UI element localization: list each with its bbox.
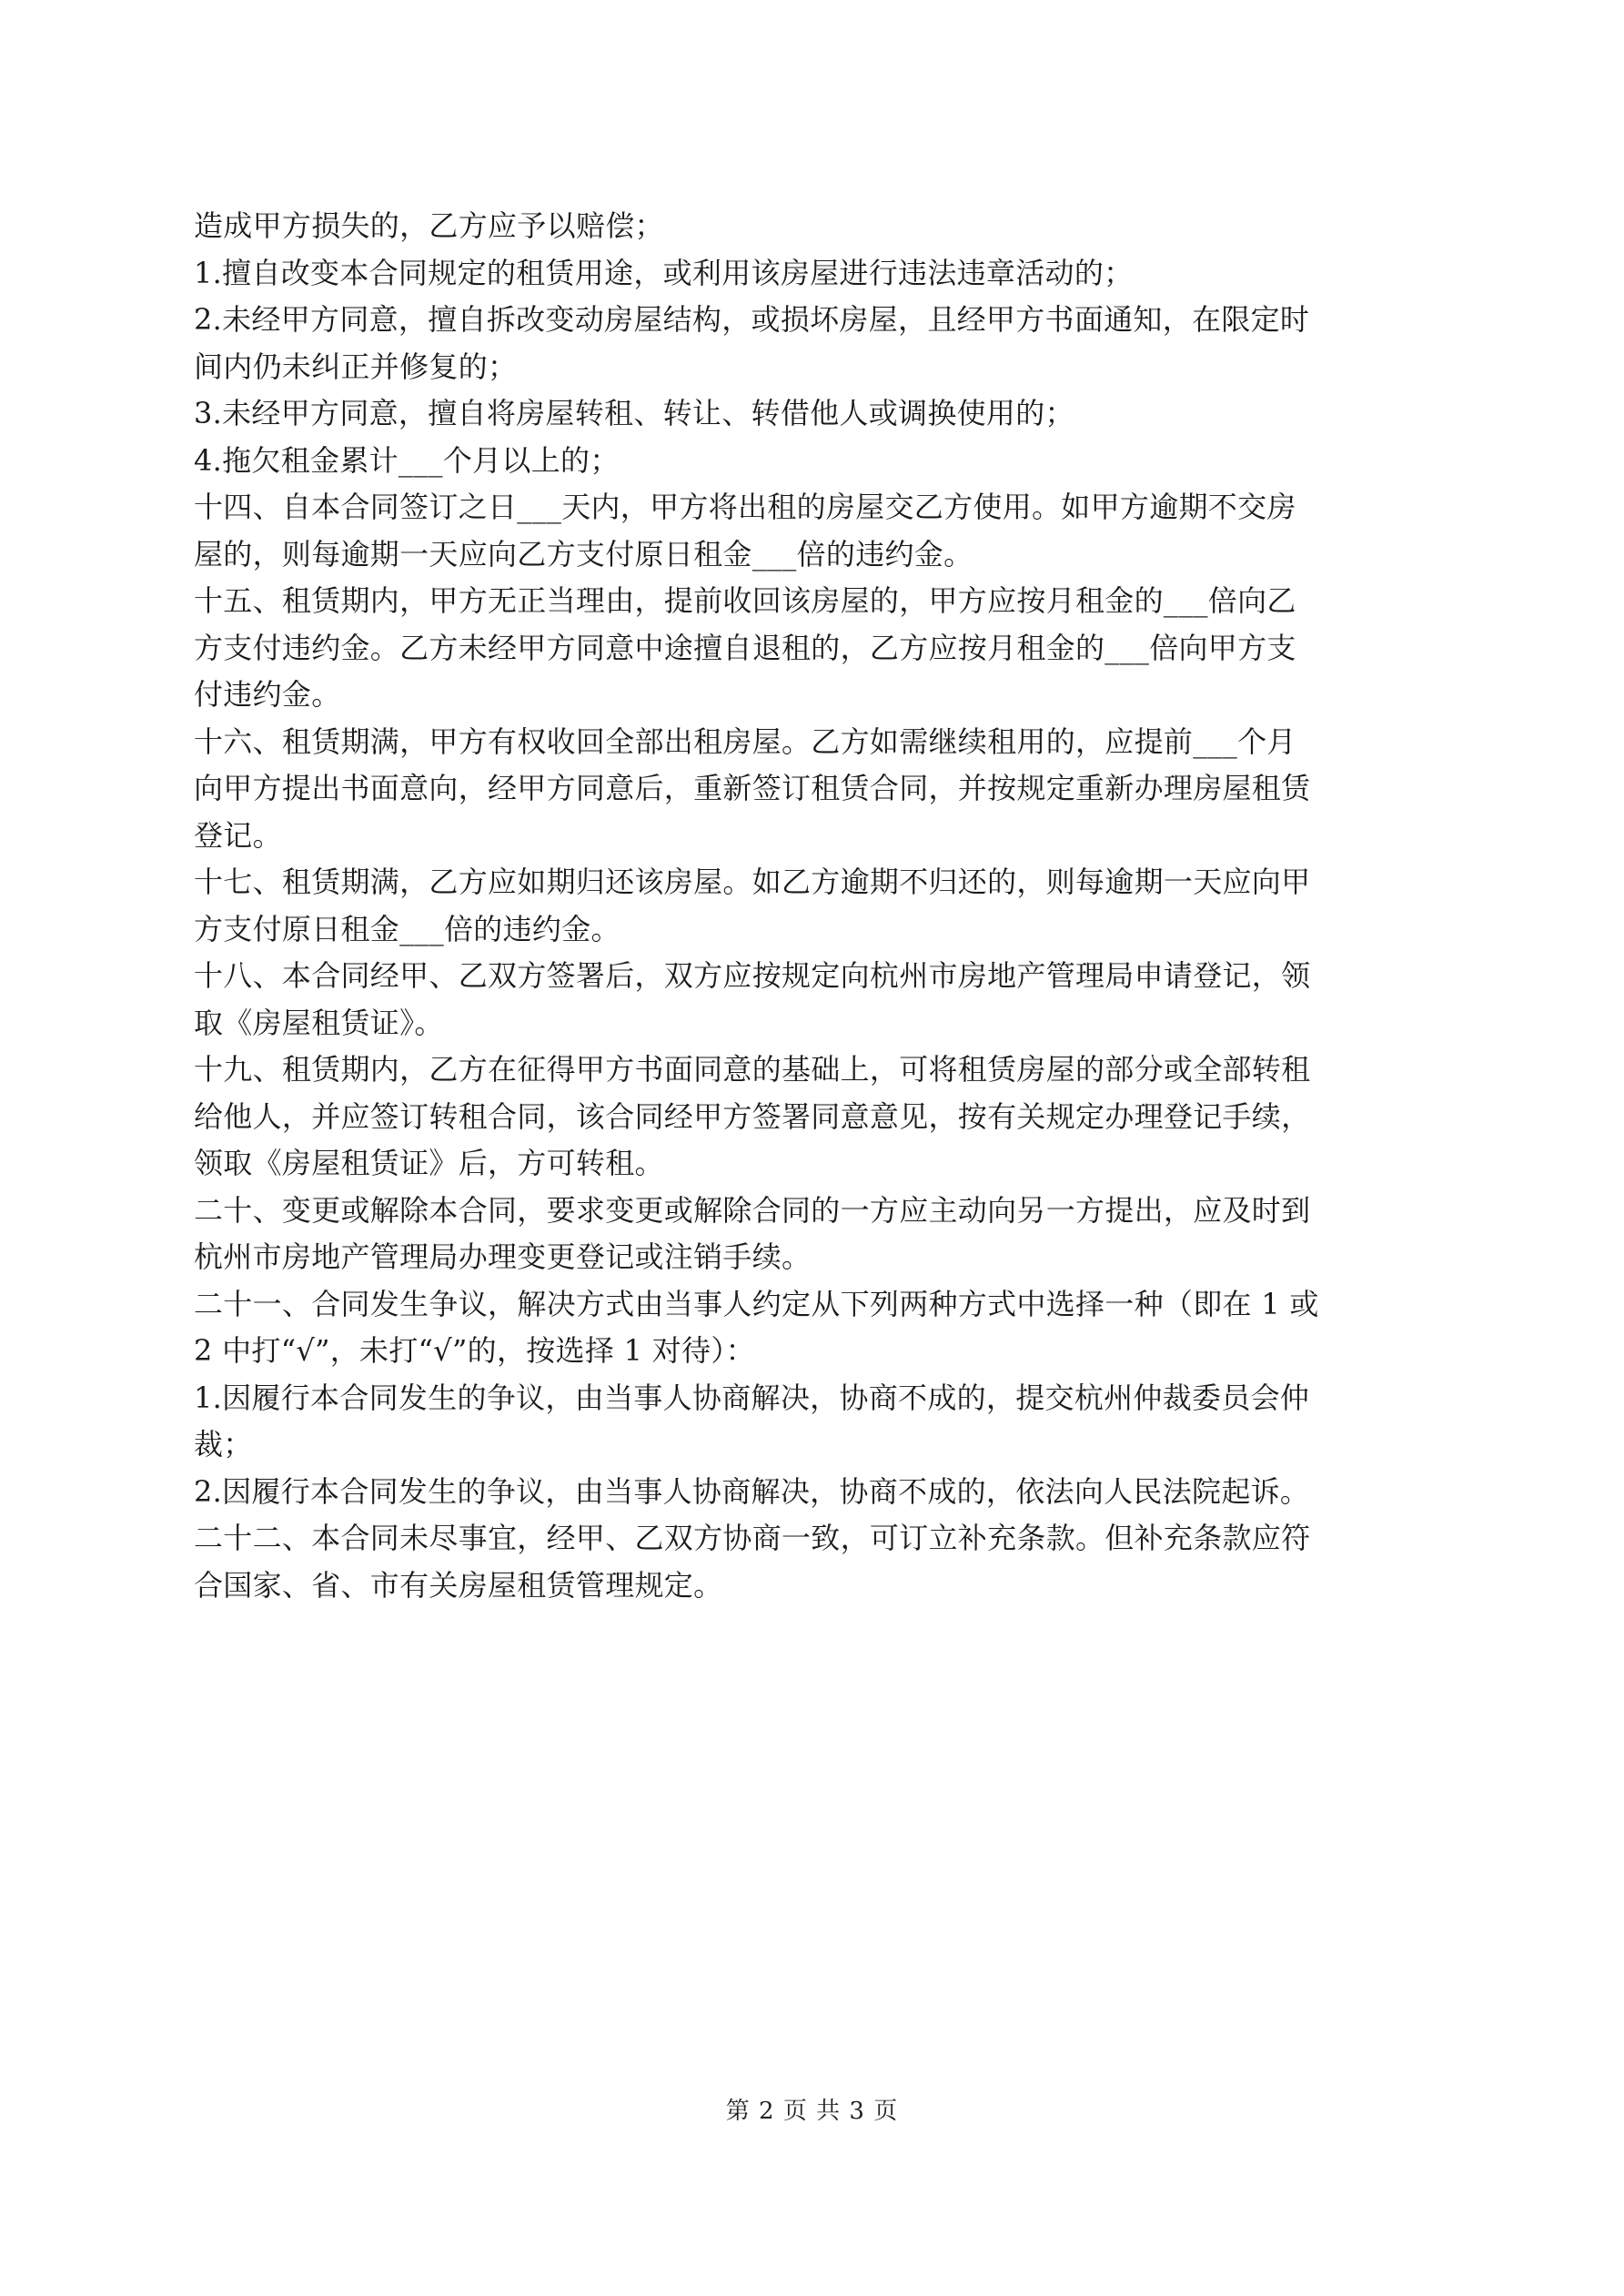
- text-line: 方支付原日租金___倍的违约金。: [194, 911, 620, 946]
- text-line: 领取《房屋租赁证》后，方可转租。: [194, 1146, 664, 1180]
- text-line: 造成甲方损失的，乙方应予以赔偿；: [194, 208, 664, 243]
- text-line: 二十二、本合同未尽事宜，经甲、乙双方协商一致，可订立补充条款。但补充条款应符: [194, 1521, 1311, 1555]
- text-line: 二十一、合同发生争议，解决方式由当事人约定从下列两种方式中选择一种（即在 1 或: [194, 1286, 1319, 1321]
- text-line: 2.因履行本合同发生的争议，由当事人协商解决，协商不成的，依法向人民法院起诉。: [194, 1473, 1310, 1509]
- text-line: 十七、租赁期满，乙方应如期归还该房屋。如乙方逾期不归还的，则每逾期一天应向甲: [194, 865, 1311, 899]
- text-line: 1.擅自改变本合同规定的租赁用途，或利用该房屋进行违法违章活动的；: [194, 255, 1134, 290]
- text-line: 二十、变更或解除本合同，要求变更或解除合同的一方应主动向另一方提出，应及时到: [194, 1192, 1311, 1228]
- text-line: 付违约金。: [194, 677, 341, 712]
- text-line: 2 中打“√”，未打“√”的，按选择 1 对待）：: [194, 1333, 755, 1368]
- text-line: 裁；: [194, 1427, 253, 1462]
- text-line: 4.拖欠租金累计___个月以上的；: [194, 442, 620, 478]
- text-line: 十九、租赁期内，乙方在征得甲方书面同意的基础上，可将租赁房屋的部分或全部转租: [194, 1052, 1311, 1087]
- text-line: 十四、自本合同签订之日___天内，甲方将出租的房屋交乙方使用。如甲方逾期不交房: [194, 490, 1296, 524]
- text-line: 十六、租赁期满，甲方有权收回全部出租房屋。乙方如需继续租用的，应提前___个月: [194, 723, 1296, 759]
- text-line: 登记。: [194, 817, 282, 853]
- text-line: 杭州市房地产管理局办理变更登记或注销手续。: [194, 1239, 812, 1274]
- text-line: 方支付违约金。乙方未经甲方同意中途擅自退租的，乙方应按月租金的___倍向甲方支: [194, 630, 1296, 665]
- text-line: 合国家、省、市有关房屋租赁管理规定。: [194, 1567, 723, 1603]
- text-line: 向甲方提出书面意向，经甲方同意后，重新签订租赁合同，并按规定重新办理房屋租赁: [194, 771, 1311, 805]
- text-line: 2.未经甲方同意，擅自拆改变动房屋结构，或损坏房屋，且经甲方书面通知，在限定时: [194, 302, 1310, 337]
- text-line: 取《房屋租赁证》。: [194, 1005, 444, 1040]
- document-body: [194, 203, 1445, 1609]
- page-footer: 第 2 页 共 3 页: [725, 2098, 899, 2125]
- text-line: 给他人，并应签订转租合同，该合同经甲方签署同意意见，按有关规定办理登记手续，: [194, 1098, 1311, 1134]
- text-line: 十八、本合同经甲、乙双方签署后，双方应按规定向杭州市房地产管理局申请登记，领: [194, 958, 1311, 993]
- text-line: 十五、租赁期内，甲方无正当理由，提前收回该房屋的，甲方应按月租金的___倍向乙: [194, 583, 1296, 618]
- text-line: 1.因履行本合同发生的争议，由当事人协商解决，协商不成的，提交杭州仲裁委员会仲: [194, 1380, 1310, 1415]
- text-line: 3.未经甲方同意，擅自将房屋转租、转让、转借他人或调换使用的；: [194, 396, 1074, 430]
- text-line: 间内仍未纠正并修复的；: [194, 349, 518, 384]
- text-line: 屋的，则每逾期一天应向乙方支付原日租金___倍的违约金。: [194, 536, 973, 571]
